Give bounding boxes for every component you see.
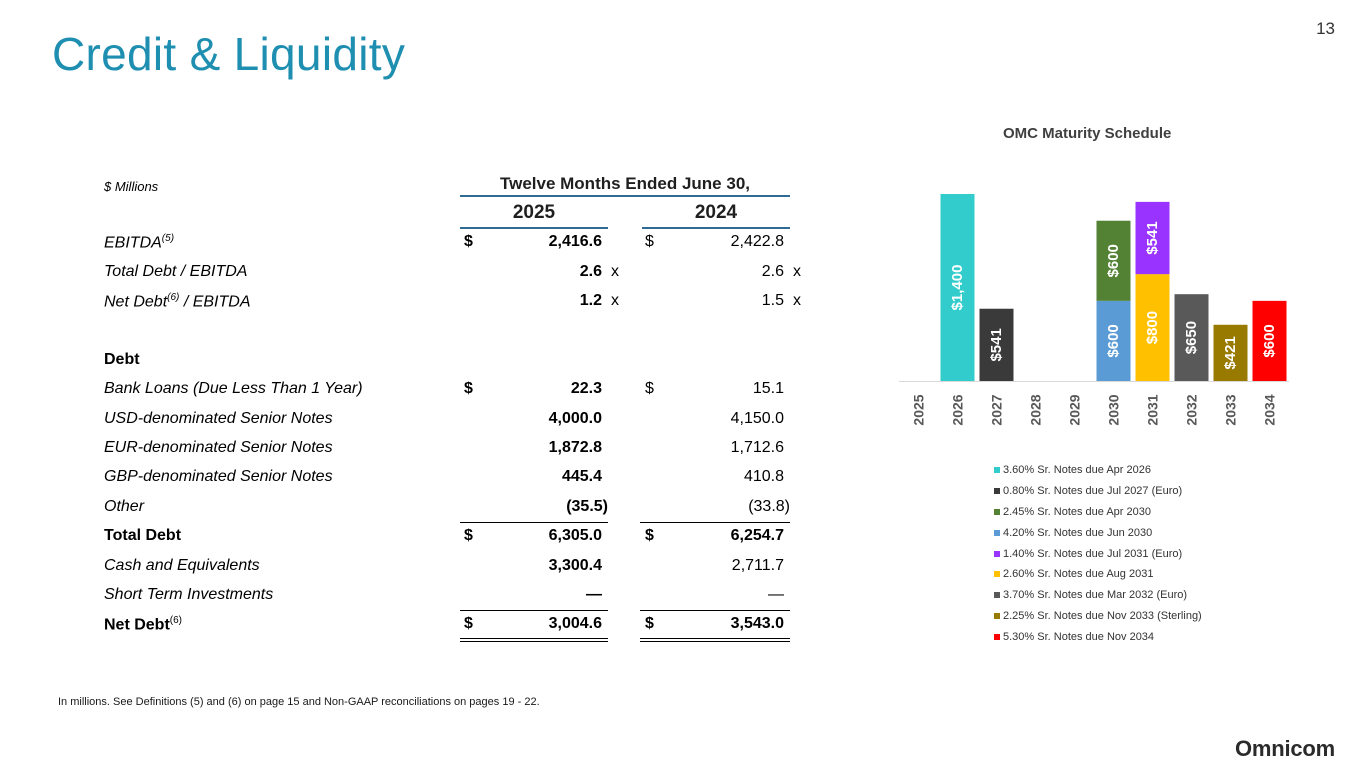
row-eur-notes (0, 439, 820, 461)
currency-2024: $ (645, 615, 654, 632)
subtotal-rule-2025 (460, 522, 608, 523)
legend-item (994, 460, 1202, 481)
value-2024: 1,712.6 (730, 439, 784, 456)
year-header-2025: 2025 (512, 202, 556, 223)
legend-swatch (994, 571, 1000, 577)
row-debt-header (0, 351, 820, 373)
legend-swatch (994, 467, 1000, 473)
row-net-debt (0, 615, 820, 637)
data-label-2032: $650 (1183, 320, 1200, 355)
row-usd-notes (0, 410, 820, 432)
x-tick-label-2033: 2033 (1222, 394, 1239, 426)
x-tick-label-2031: 2031 (1144, 394, 1161, 426)
value-2024: 2,422.8 (730, 233, 784, 250)
x-tick-label-2029: 2029 (1066, 394, 1083, 426)
data-label-2034: $600 (1261, 324, 1278, 358)
subtotal-rule-2025 (460, 610, 608, 611)
value-2024: (33.8) (748, 498, 790, 515)
page-title: Credit & Liquidity (52, 28, 406, 80)
currency-2024: $ (645, 380, 654, 397)
legend-swatch (994, 530, 1000, 536)
row-label: Net Debt$^{(6)}$ / EBITDA (104, 292, 251, 311)
value-2025: (35.5) (566, 498, 608, 515)
legend-item (994, 564, 1202, 585)
row-label: GBP-denominated Senior Notes (104, 468, 333, 485)
value-2025: 2,416.6 (548, 233, 602, 250)
chart-legend (994, 460, 1202, 647)
legend-item (994, 606, 1202, 627)
multiple-suffix-2024: x (793, 292, 801, 309)
currency-2025: $ (464, 615, 473, 632)
value-2025: 2.6 (579, 263, 602, 280)
legend-label: 1.40% Sr. Notes due Jul 2031 (Euro) (1003, 547, 1183, 560)
row-label: EBITDA$^{(5)}$ (104, 233, 175, 252)
x-tick-label-2025: 2025 (910, 394, 927, 426)
value-2025: 3,300.4 (548, 557, 602, 574)
row-net-debt-ebitda (0, 292, 820, 314)
currency-2025: $ (464, 233, 473, 250)
row-other (0, 498, 820, 520)
data-label-2031: $800 (1144, 310, 1161, 345)
value-2025: 3,004.6 (548, 615, 602, 632)
legend-label: 3.70% Sr. Notes due Mar 2032 (Euro) (1003, 589, 1188, 602)
value-2024: 4,150.0 (730, 410, 784, 427)
maturity-schedule-chart (895, 180, 1295, 460)
legend-swatch (994, 488, 1000, 494)
footnote: In millions. See Definitions (5) and (6) on page 15 and Non-GAAP reconciliations on pages 19 - 22. (58, 696, 540, 708)
row-label: Other (104, 498, 145, 515)
data-label-2026: $1,400 (949, 264, 966, 311)
legend-item (994, 543, 1202, 564)
value-2024: 2,711.7 (731, 557, 784, 574)
legend-item (994, 585, 1202, 606)
subtotal-rule-2024 (640, 610, 790, 611)
row-label: Short Term Investments (104, 586, 274, 603)
multiple-suffix-2025: x (611, 263, 619, 280)
year-underline-2025 (460, 227, 608, 229)
legend-item (994, 481, 1202, 502)
value-2024: 6,254.7 (730, 527, 784, 544)
legend-label: 4.20% Sr. Notes due Jun 2030 (1003, 526, 1153, 539)
data-label-2030: $600 (1105, 244, 1122, 278)
row-ebitda (0, 233, 820, 255)
data-label-2027: $541 (988, 328, 1005, 362)
value-2024: — (768, 586, 784, 603)
double-rule-2024 (640, 638, 790, 639)
subtotal-rule-2024 (640, 522, 790, 523)
double-rule-2025 (460, 641, 608, 642)
value-2025: 1.2 (579, 292, 602, 309)
value-2024: 410.8 (743, 468, 784, 485)
double-rule-2025 (460, 638, 608, 639)
legend-swatch (994, 509, 1000, 515)
row-short-term-investments (0, 586, 820, 608)
legend-item (994, 522, 1202, 543)
row-label: Cash and Equivalents (104, 557, 260, 574)
currency-2024: $ (645, 233, 654, 250)
chart-title: OMC Maturity Schedule (1003, 125, 1172, 142)
row-label: Net Debt$^{(6)}$ (104, 615, 183, 634)
row-cash (0, 557, 820, 579)
legend-swatch (994, 613, 1000, 619)
x-tick-label-2030: 2030 (1105, 394, 1122, 426)
section-heading: Debt (104, 351, 140, 368)
row-label: EUR-denominated Senior Notes (104, 439, 333, 456)
legend-item (994, 502, 1202, 523)
omnicom-logo: Omnicom (1234, 736, 1335, 761)
row-label: Bank Loans (Due Less Than 1 Year) (104, 380, 363, 397)
legend-label: 2.60% Sr. Notes due Aug 2031 (1003, 568, 1154, 581)
currency-2025: $ (464, 527, 473, 544)
legend-swatch (994, 634, 1000, 640)
legend-label: 2.25% Sr. Notes due Nov 2033 (Sterling) (1003, 609, 1202, 622)
currency-2024: $ (645, 527, 654, 544)
currency-2025: $ (464, 380, 473, 397)
year-underline-2024 (642, 227, 790, 229)
legend-swatch (994, 551, 1000, 557)
x-tick-label-2032: 2032 (1183, 394, 1200, 426)
value-2024: 3,543.0 (730, 615, 784, 632)
double-rule-2024 (640, 641, 790, 642)
year-header-2024: 2024 (694, 202, 738, 223)
value-2024: 1.5 (761, 292, 784, 309)
value-2025: — (586, 586, 602, 603)
row-label: USD-denominated Senior Notes (104, 410, 333, 427)
value-2025: 6,305.0 (548, 527, 602, 544)
legend-label: 0.80% Sr. Notes due Jul 2027 (Euro) (1003, 485, 1183, 498)
row-gbp-notes (0, 468, 820, 490)
row-total-debt (0, 527, 820, 549)
value-2024: 15.1 (752, 380, 784, 397)
value-2025: 445.4 (561, 468, 602, 485)
data-label-2033: $421 (1222, 336, 1239, 370)
data-label-2031: $541 (1144, 221, 1161, 255)
x-tick-label-2034: 2034 (1261, 394, 1278, 426)
row-label: Total Debt / EBITDA (104, 263, 248, 280)
legend-label: 2.45% Sr. Notes due Apr 2030 (1003, 505, 1151, 518)
period-underline (460, 195, 790, 197)
data-label-2030: $600 (1105, 324, 1122, 358)
period-header: Twelve Months Ended June 30, (499, 174, 750, 193)
multiple-suffix-2024: x (793, 263, 801, 280)
page-number: 13 (1316, 19, 1335, 38)
row-total-debt-ebitda (0, 263, 820, 285)
legend-label: 3.60% Sr. Notes due Apr 2026 (1003, 464, 1151, 477)
legend-swatch (994, 592, 1000, 598)
units-label: $ Millions (104, 179, 159, 194)
row-label: Total Debt (104, 527, 182, 544)
x-tick-label-2026: 2026 (949, 394, 966, 426)
x-tick-label-2028: 2028 (1027, 394, 1044, 426)
value-2025: 4,000.0 (548, 410, 602, 427)
legend-label: 5.30% Sr. Notes due Nov 2034 (1003, 630, 1155, 643)
value-2025: 1,872.8 (548, 439, 602, 456)
value-2024: 2.6 (761, 263, 784, 280)
legend-item (994, 626, 1202, 647)
multiple-suffix-2025: x (611, 292, 619, 309)
value-2025: 22.3 (570, 380, 602, 397)
x-tick-label-2027: 2027 (988, 394, 1005, 426)
row-bank-loans (0, 380, 820, 402)
